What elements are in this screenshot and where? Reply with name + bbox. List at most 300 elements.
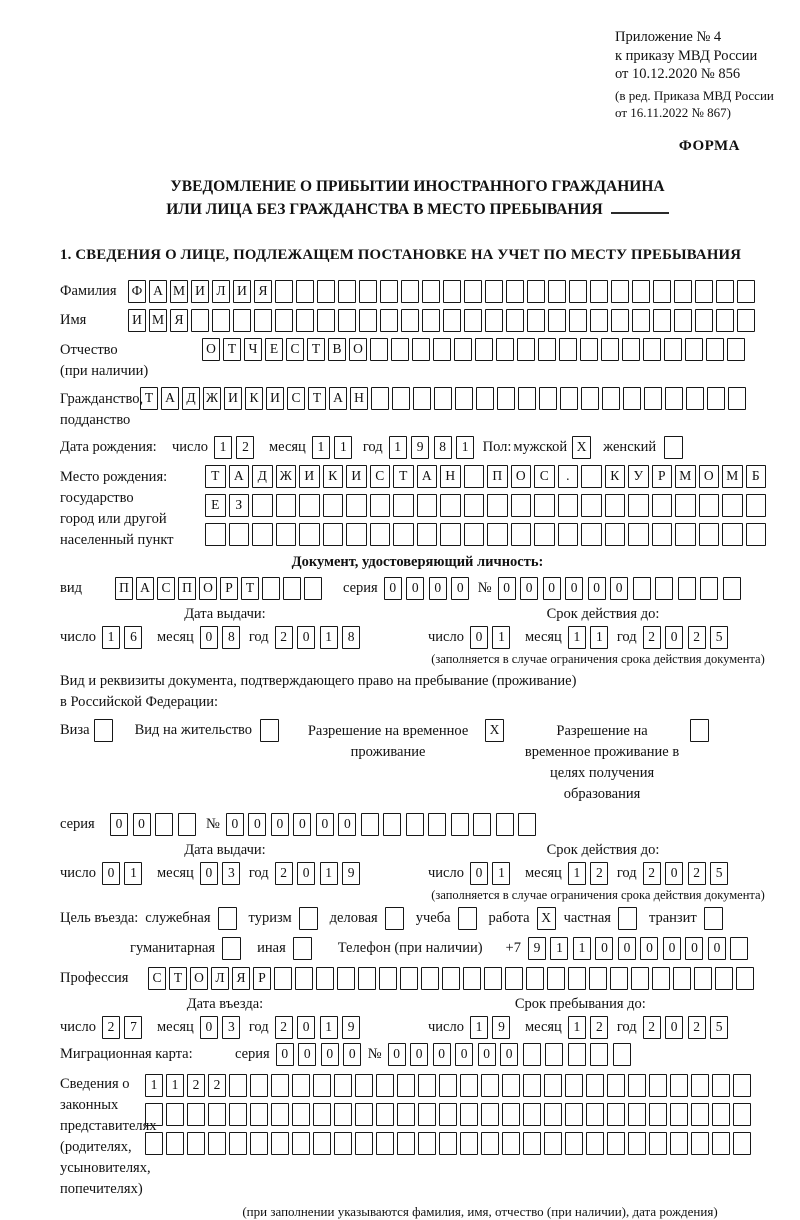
cell[interactable]: 0: [429, 577, 447, 600]
cell[interactable]: [655, 577, 673, 600]
cell[interactable]: [166, 1103, 184, 1126]
cell[interactable]: [649, 1132, 667, 1155]
cell[interactable]: И: [266, 387, 284, 410]
purpose-tourism-checkbox[interactable]: [299, 907, 318, 930]
cell[interactable]: [460, 1132, 478, 1155]
cell[interactable]: 0: [133, 813, 151, 836]
cell[interactable]: [145, 1103, 163, 1126]
cell[interactable]: У: [628, 465, 649, 488]
cell[interactable]: Т: [205, 465, 226, 488]
cell[interactable]: [334, 1103, 352, 1126]
cell[interactable]: [299, 523, 320, 546]
cell[interactable]: 0: [200, 1016, 218, 1039]
cell[interactable]: 1: [470, 1016, 488, 1039]
cell[interactable]: 2: [688, 626, 706, 649]
cell[interactable]: [685, 338, 703, 361]
cell[interactable]: [746, 523, 767, 546]
cell[interactable]: [178, 813, 196, 836]
cell[interactable]: [299, 494, 320, 517]
cell[interactable]: [733, 1074, 751, 1097]
cell[interactable]: [406, 813, 424, 836]
cell[interactable]: И: [224, 387, 242, 410]
cell[interactable]: 1: [320, 862, 338, 885]
cell[interactable]: [271, 1103, 289, 1126]
cell[interactable]: [497, 387, 515, 410]
cell[interactable]: [506, 309, 524, 332]
cell[interactable]: [334, 1132, 352, 1155]
cell[interactable]: [527, 280, 545, 303]
cell[interactable]: Т: [223, 338, 241, 361]
cell[interactable]: 0: [388, 1043, 406, 1066]
cell[interactable]: [460, 1103, 478, 1126]
cell[interactable]: [418, 1103, 436, 1126]
cell[interactable]: [475, 338, 493, 361]
cell[interactable]: [401, 280, 419, 303]
cell[interactable]: 1: [550, 937, 568, 960]
cell[interactable]: Ч: [244, 338, 262, 361]
cell[interactable]: 0: [297, 862, 315, 885]
cell[interactable]: 9: [411, 436, 429, 459]
cell[interactable]: 0: [293, 813, 311, 836]
cell[interactable]: 1: [145, 1074, 163, 1097]
cell[interactable]: [506, 280, 524, 303]
cell[interactable]: [607, 1074, 625, 1097]
cell[interactable]: [545, 1043, 563, 1066]
cell[interactable]: Н: [350, 387, 368, 410]
cell[interactable]: 1: [124, 862, 142, 885]
cell[interactable]: [451, 813, 469, 836]
cell[interactable]: 0: [708, 937, 726, 960]
cell[interactable]: 1: [492, 862, 510, 885]
cell[interactable]: [673, 967, 691, 990]
cell[interactable]: [443, 280, 461, 303]
cell[interactable]: [534, 494, 555, 517]
cell[interactable]: [155, 813, 173, 836]
cell[interactable]: [730, 937, 748, 960]
cell[interactable]: 0: [226, 813, 244, 836]
cell[interactable]: И: [346, 465, 367, 488]
cell[interactable]: 0: [248, 813, 266, 836]
cell[interactable]: [653, 309, 671, 332]
cell[interactable]: [283, 577, 301, 600]
cell[interactable]: Б: [746, 465, 767, 488]
purpose-other-checkbox[interactable]: [293, 937, 312, 960]
cell[interactable]: [715, 967, 733, 990]
cell[interactable]: 0: [102, 862, 120, 885]
cell[interactable]: М: [170, 280, 188, 303]
cell[interactable]: [276, 523, 297, 546]
cell[interactable]: [422, 280, 440, 303]
cell[interactable]: 0: [520, 577, 538, 600]
cell[interactable]: [607, 1132, 625, 1155]
cell[interactable]: 0: [271, 813, 289, 836]
cell[interactable]: Р: [652, 465, 673, 488]
cell[interactable]: [233, 309, 251, 332]
cell[interactable]: [392, 387, 410, 410]
cell[interactable]: 9: [492, 1016, 510, 1039]
cell[interactable]: [652, 523, 673, 546]
cell[interactable]: [212, 309, 230, 332]
cell[interactable]: 0: [321, 1043, 339, 1066]
cell[interactable]: А: [329, 387, 347, 410]
cell[interactable]: [544, 1074, 562, 1097]
cell[interactable]: [674, 309, 692, 332]
cell[interactable]: Д: [182, 387, 200, 410]
cell[interactable]: [205, 523, 226, 546]
cell[interactable]: [736, 967, 754, 990]
cell[interactable]: [304, 577, 322, 600]
cell[interactable]: 2: [688, 1016, 706, 1039]
cell[interactable]: [464, 465, 485, 488]
cell[interactable]: [250, 1103, 268, 1126]
cell[interactable]: [623, 387, 641, 410]
cell[interactable]: [187, 1103, 205, 1126]
cell[interactable]: 1: [568, 862, 586, 885]
cell[interactable]: [601, 338, 619, 361]
cell[interactable]: [346, 523, 367, 546]
cell[interactable]: [737, 309, 755, 332]
cell[interactable]: 2: [187, 1074, 205, 1097]
cell[interactable]: 0: [338, 813, 356, 836]
cell[interactable]: 9: [342, 1016, 360, 1039]
cell[interactable]: 0: [595, 937, 613, 960]
cell[interactable]: 1: [166, 1074, 184, 1097]
cell[interactable]: [412, 338, 430, 361]
cell[interactable]: [313, 1074, 331, 1097]
cell[interactable]: [548, 280, 566, 303]
cell[interactable]: 2: [275, 1016, 293, 1039]
cell[interactable]: 1: [456, 436, 474, 459]
cell[interactable]: [544, 1132, 562, 1155]
cell[interactable]: Е: [205, 494, 226, 517]
cell[interactable]: [421, 967, 439, 990]
cell[interactable]: Я: [254, 280, 272, 303]
cell[interactable]: [313, 1103, 331, 1126]
cell[interactable]: [317, 309, 335, 332]
cell[interactable]: В: [328, 338, 346, 361]
cell[interactable]: Ж: [203, 387, 221, 410]
cell[interactable]: [675, 494, 696, 517]
cell[interactable]: [442, 967, 460, 990]
cell[interactable]: [558, 494, 579, 517]
cell[interactable]: 9: [342, 862, 360, 885]
cell[interactable]: 0: [470, 626, 488, 649]
cell[interactable]: [439, 1132, 457, 1155]
cell[interactable]: [534, 523, 555, 546]
cell[interactable]: [401, 309, 419, 332]
cell[interactable]: [670, 1103, 688, 1126]
cell[interactable]: [455, 387, 473, 410]
cell[interactable]: 1: [389, 436, 407, 459]
cell[interactable]: Т: [140, 387, 158, 410]
cell[interactable]: 1: [573, 937, 591, 960]
cell[interactable]: 6: [124, 626, 142, 649]
cell[interactable]: 7: [124, 1016, 142, 1039]
cell[interactable]: [276, 494, 297, 517]
cell[interactable]: 0: [665, 626, 683, 649]
cell[interactable]: [275, 309, 293, 332]
cell[interactable]: [334, 1074, 352, 1097]
cell[interactable]: [632, 280, 650, 303]
cell[interactable]: [229, 1103, 247, 1126]
cell[interactable]: [607, 1103, 625, 1126]
cell[interactable]: [649, 1103, 667, 1126]
cell[interactable]: И: [191, 280, 209, 303]
cell[interactable]: О: [511, 465, 532, 488]
cell[interactable]: И: [128, 309, 146, 332]
cell[interactable]: Е: [265, 338, 283, 361]
cell[interactable]: [644, 387, 662, 410]
cell[interactable]: [208, 1103, 226, 1126]
cell[interactable]: [376, 1074, 394, 1097]
purpose-business-checkbox[interactable]: [218, 907, 237, 930]
cell[interactable]: [296, 280, 314, 303]
cell[interactable]: [433, 338, 451, 361]
cell[interactable]: [397, 1132, 415, 1155]
cell[interactable]: [487, 523, 508, 546]
cell[interactable]: [686, 387, 704, 410]
cell[interactable]: [628, 1103, 646, 1126]
cell[interactable]: [481, 1132, 499, 1155]
cell[interactable]: [674, 280, 692, 303]
cell[interactable]: [393, 494, 414, 517]
cell[interactable]: [464, 523, 485, 546]
cell[interactable]: [439, 1103, 457, 1126]
cell[interactable]: [707, 387, 725, 410]
temp-residence-education-checkbox[interactable]: [690, 719, 709, 742]
cell[interactable]: 2: [590, 862, 608, 885]
cell[interactable]: И: [299, 465, 320, 488]
cell[interactable]: Д: [252, 465, 273, 488]
cell[interactable]: [440, 523, 461, 546]
cell[interactable]: [464, 494, 485, 517]
cell[interactable]: [481, 1074, 499, 1097]
cell[interactable]: Т: [393, 465, 414, 488]
cell[interactable]: [254, 309, 272, 332]
cell[interactable]: [316, 967, 334, 990]
cell[interactable]: [370, 523, 391, 546]
cell[interactable]: Л: [211, 967, 229, 990]
cell[interactable]: А: [417, 465, 438, 488]
cell[interactable]: [166, 1132, 184, 1155]
cell[interactable]: 0: [500, 1043, 518, 1066]
cell[interactable]: [628, 1074, 646, 1097]
cell[interactable]: [370, 494, 391, 517]
cell[interactable]: 2: [275, 626, 293, 649]
cell[interactable]: [527, 309, 545, 332]
cell[interactable]: [463, 967, 481, 990]
cell[interactable]: 0: [384, 577, 402, 600]
cell[interactable]: [590, 309, 608, 332]
cell[interactable]: [628, 494, 649, 517]
cell[interactable]: [569, 309, 587, 332]
cell[interactable]: [565, 1074, 583, 1097]
cell[interactable]: [505, 967, 523, 990]
cell[interactable]: [590, 1043, 608, 1066]
cell[interactable]: С: [370, 465, 391, 488]
cell[interactable]: [586, 1074, 604, 1097]
cell[interactable]: [383, 813, 401, 836]
cell[interactable]: [323, 494, 344, 517]
cell[interactable]: А: [229, 465, 250, 488]
cell[interactable]: [191, 309, 209, 332]
cell[interactable]: [610, 967, 628, 990]
cell[interactable]: [440, 494, 461, 517]
cell[interactable]: [727, 338, 745, 361]
cell[interactable]: [733, 1132, 751, 1155]
cell[interactable]: 0: [588, 577, 606, 600]
cell[interactable]: [611, 280, 629, 303]
cell[interactable]: [605, 494, 626, 517]
cell[interactable]: [581, 465, 602, 488]
cell[interactable]: [359, 309, 377, 332]
cell[interactable]: И: [233, 280, 251, 303]
cell[interactable]: [397, 1103, 415, 1126]
cell[interactable]: [728, 387, 746, 410]
cell[interactable]: [460, 1074, 478, 1097]
cell[interactable]: О: [699, 465, 720, 488]
cell[interactable]: [454, 338, 472, 361]
cell[interactable]: [547, 967, 565, 990]
cell[interactable]: [691, 1103, 709, 1126]
cell[interactable]: [484, 967, 502, 990]
cell[interactable]: [400, 967, 418, 990]
cell[interactable]: А: [161, 387, 179, 410]
cell[interactable]: [694, 967, 712, 990]
cell[interactable]: [633, 577, 651, 600]
cell[interactable]: [502, 1132, 520, 1155]
cell[interactable]: [323, 523, 344, 546]
cell[interactable]: [581, 523, 602, 546]
cell[interactable]: [355, 1132, 373, 1155]
cell[interactable]: 0: [316, 813, 334, 836]
cell[interactable]: [706, 338, 724, 361]
cell[interactable]: [473, 813, 491, 836]
cell[interactable]: [602, 387, 620, 410]
cell[interactable]: К: [245, 387, 263, 410]
cell[interactable]: .: [558, 465, 579, 488]
cell[interactable]: [538, 338, 556, 361]
visa-checkbox[interactable]: [94, 719, 113, 742]
cell[interactable]: [565, 1103, 583, 1126]
cell[interactable]: [145, 1132, 163, 1155]
purpose-humanitarian-checkbox[interactable]: [222, 937, 241, 960]
cell[interactable]: [358, 967, 376, 990]
cell[interactable]: 0: [665, 862, 683, 885]
cell[interactable]: [422, 309, 440, 332]
cell[interactable]: [229, 1132, 247, 1155]
cell[interactable]: А: [136, 577, 154, 600]
cell[interactable]: [699, 494, 720, 517]
cell[interactable]: [292, 1074, 310, 1097]
cell[interactable]: Р: [220, 577, 238, 600]
cell[interactable]: 8: [222, 626, 240, 649]
cell[interactable]: 2: [236, 436, 254, 459]
cell[interactable]: Р: [253, 967, 271, 990]
cell[interactable]: 1: [102, 626, 120, 649]
cell[interactable]: [716, 309, 734, 332]
cell[interactable]: 0: [478, 1043, 496, 1066]
cell[interactable]: [737, 280, 755, 303]
cell[interactable]: [434, 387, 452, 410]
cell[interactable]: 2: [643, 626, 661, 649]
cell[interactable]: 8: [342, 626, 360, 649]
cell[interactable]: [652, 494, 673, 517]
cell[interactable]: [631, 967, 649, 990]
cell[interactable]: [628, 1132, 646, 1155]
cell[interactable]: [355, 1074, 373, 1097]
cell[interactable]: [518, 387, 536, 410]
cell[interactable]: [361, 813, 379, 836]
cell[interactable]: [418, 1132, 436, 1155]
cell[interactable]: [187, 1132, 205, 1155]
cell[interactable]: 0: [406, 577, 424, 600]
cell[interactable]: [393, 523, 414, 546]
cell[interactable]: О: [202, 338, 220, 361]
cell[interactable]: [581, 494, 602, 517]
cell[interactable]: [733, 1103, 751, 1126]
cell[interactable]: [568, 1043, 586, 1066]
cell[interactable]: [586, 1132, 604, 1155]
cell[interactable]: 9: [528, 937, 546, 960]
cell[interactable]: [675, 523, 696, 546]
cell[interactable]: [317, 280, 335, 303]
cell[interactable]: [643, 338, 661, 361]
cell[interactable]: [664, 338, 682, 361]
cell[interactable]: 2: [275, 862, 293, 885]
cell[interactable]: [485, 309, 503, 332]
cell[interactable]: 0: [663, 937, 681, 960]
cell[interactable]: [716, 280, 734, 303]
purpose-work-checkbox[interactable]: X: [537, 907, 556, 930]
cell[interactable]: [568, 967, 586, 990]
cell[interactable]: [252, 494, 273, 517]
sex-male-checkbox[interactable]: X: [572, 436, 591, 459]
cell[interactable]: 3: [222, 1016, 240, 1039]
cell[interactable]: [313, 1132, 331, 1155]
cell[interactable]: [613, 1043, 631, 1066]
cell[interactable]: 1: [590, 626, 608, 649]
cell[interactable]: Ж: [276, 465, 297, 488]
cell[interactable]: 5: [710, 862, 728, 885]
cell[interactable]: [376, 1132, 394, 1155]
cell[interactable]: [292, 1103, 310, 1126]
cell[interactable]: М: [675, 465, 696, 488]
cell[interactable]: [476, 387, 494, 410]
cell[interactable]: [559, 338, 577, 361]
cell[interactable]: [511, 494, 532, 517]
cell[interactable]: 0: [685, 937, 703, 960]
cell[interactable]: [670, 1074, 688, 1097]
cell[interactable]: [580, 338, 598, 361]
cell[interactable]: [346, 494, 367, 517]
cell[interactable]: [355, 1103, 373, 1126]
cell[interactable]: [481, 1103, 499, 1126]
cell[interactable]: П: [115, 577, 133, 600]
cell[interactable]: [417, 494, 438, 517]
cell[interactable]: [695, 309, 713, 332]
cell[interactable]: [250, 1074, 268, 1097]
cell[interactable]: 2: [208, 1074, 226, 1097]
cell[interactable]: 2: [102, 1016, 120, 1039]
cell[interactable]: 0: [410, 1043, 428, 1066]
cell[interactable]: [565, 1132, 583, 1155]
cell[interactable]: С: [286, 338, 304, 361]
cell[interactable]: Т: [169, 967, 187, 990]
cell[interactable]: 1: [334, 436, 352, 459]
cell[interactable]: 0: [297, 626, 315, 649]
cell[interactable]: 8: [434, 436, 452, 459]
